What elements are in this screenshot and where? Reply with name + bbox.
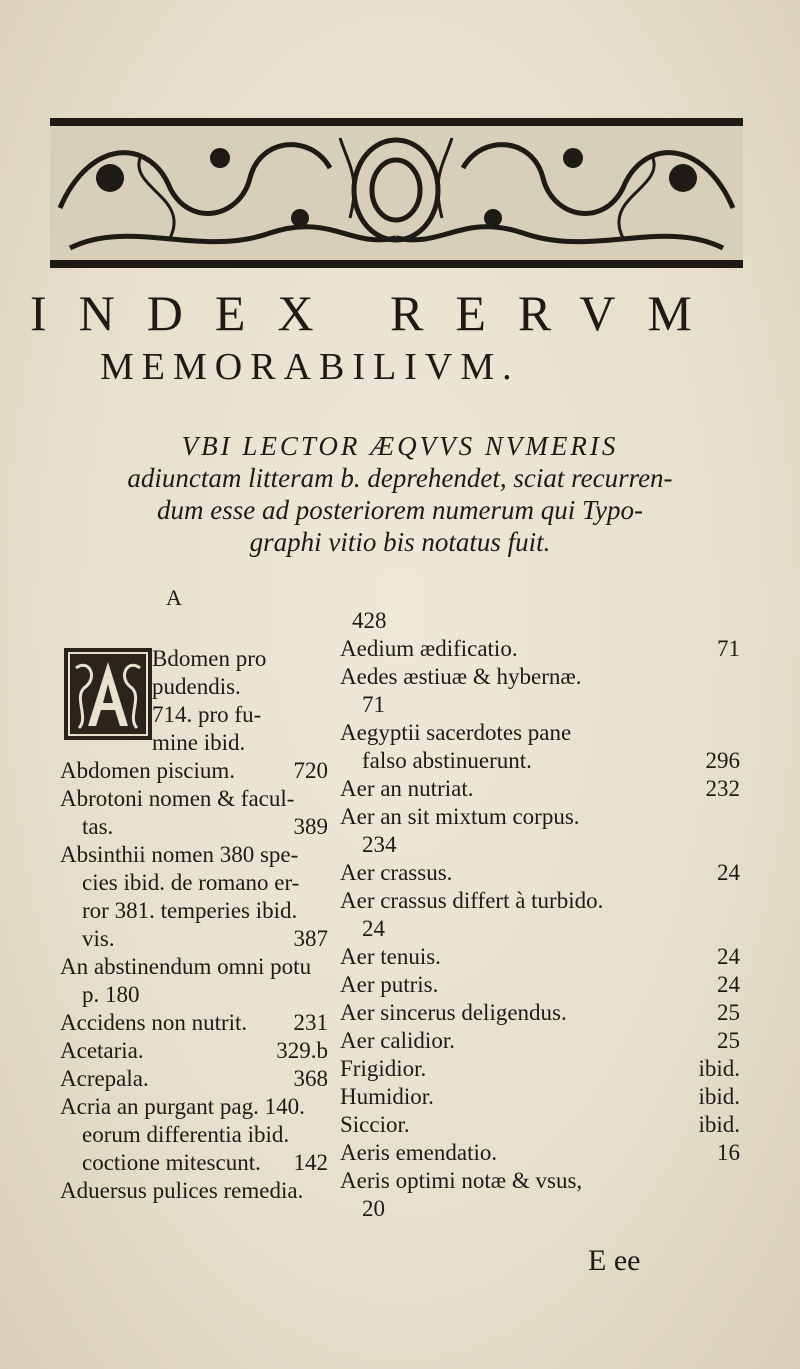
index-entry: Siccior. ibid.	[340, 1112, 740, 1137]
index-entry: Aer sincerus deligendus. 25	[340, 1000, 740, 1025]
index-entry: mine ibid.	[152, 730, 246, 755]
index-entry: Frigidior. ibid.	[340, 1056, 740, 1081]
index-entry: Aer an nutriat. 232	[340, 776, 740, 801]
index-entry: falso abstinuerunt. 296	[362, 748, 740, 773]
index-entry: Abdomen piscium. 720	[60, 758, 328, 783]
index-entry: 714. pro fu-	[152, 702, 262, 727]
signature-mark: E ee	[588, 1244, 641, 1277]
section-letter: A	[166, 585, 182, 610]
index-entry: 71	[362, 692, 385, 717]
index-entry: Aeris emendatio. 16	[340, 1140, 740, 1165]
index-entry: Acrepala. 368	[60, 1066, 328, 1091]
index-entry: Acria an purgant pag. 140.	[60, 1094, 305, 1119]
index-entry: Aeris optimi notæ & vsus,	[340, 1168, 583, 1193]
index-entry: Aer crassus differt à turbido.	[340, 888, 604, 913]
page-title: INDEX RERVM	[30, 285, 724, 341]
index-entry: tas. 389	[82, 814, 328, 839]
index-entry: 20	[362, 1196, 385, 1221]
index-entry: An abstinendum omni potu	[60, 954, 312, 979]
page-subtitle: MEMORABILIVM.	[100, 346, 520, 388]
index-entry: Aer an sit mixtum corpus.	[340, 804, 580, 829]
note-line: graphi vitio bis notatus fuit.	[249, 527, 551, 557]
index-entry: eorum differentia ibid.	[82, 1122, 290, 1147]
index-entry: vis. 387	[82, 926, 328, 951]
note-line: dum esse ad posteriorem numerum qui Typo-	[157, 495, 643, 525]
index-entry: coctione mitescunt. 142	[82, 1150, 328, 1175]
index-entry: Abrotoni nomen & facul-	[60, 786, 295, 811]
index-entry: ror 381. temperies ibid.	[82, 898, 298, 923]
index-entry: Aduersus pulices remedia.	[60, 1178, 304, 1203]
reader-note	[40, 430, 760, 558]
note-line: adiunctam litteram b. deprehendet, sciat recurren-	[127, 463, 673, 493]
index-entry: Aer tenuis. 24	[340, 944, 740, 969]
index-entry: pudendis.	[152, 674, 241, 699]
index-column-right	[340, 607, 740, 1223]
index-entry: Aer calidior. 25	[340, 1028, 740, 1053]
index-entry: Absinthii nomen 380 spe-	[60, 842, 299, 867]
index-entry: p. 180	[82, 982, 140, 1007]
index-entry: Aedes æstiuæ & hybernæ.	[340, 664, 582, 689]
ornament-headpiece	[50, 118, 743, 268]
index-entry: Accidens non nutrit. 231	[60, 1010, 328, 1035]
index-column-left	[60, 645, 328, 1205]
index-entry: Humidior. ibid.	[340, 1084, 740, 1109]
index-entry: Acetaria. 329.b	[60, 1038, 328, 1063]
index-entry: Bdomen pro	[152, 646, 267, 671]
page-ref: 428	[352, 608, 387, 633]
index-entry: Aer crassus. 24	[340, 860, 740, 885]
index-entry: 24	[362, 916, 385, 941]
note-line: VBI LECTOR ÆQVVS NVMERIS	[181, 431, 619, 461]
index-entry: Aedium ædificatio. 71	[340, 636, 740, 661]
index-entry: Aegyptii sacerdotes pane	[340, 720, 572, 745]
index-entry: Aer putris. 24	[340, 972, 740, 997]
index-entry: cies ibid. de romano er-	[82, 870, 300, 895]
index-entry: 234	[362, 832, 397, 857]
